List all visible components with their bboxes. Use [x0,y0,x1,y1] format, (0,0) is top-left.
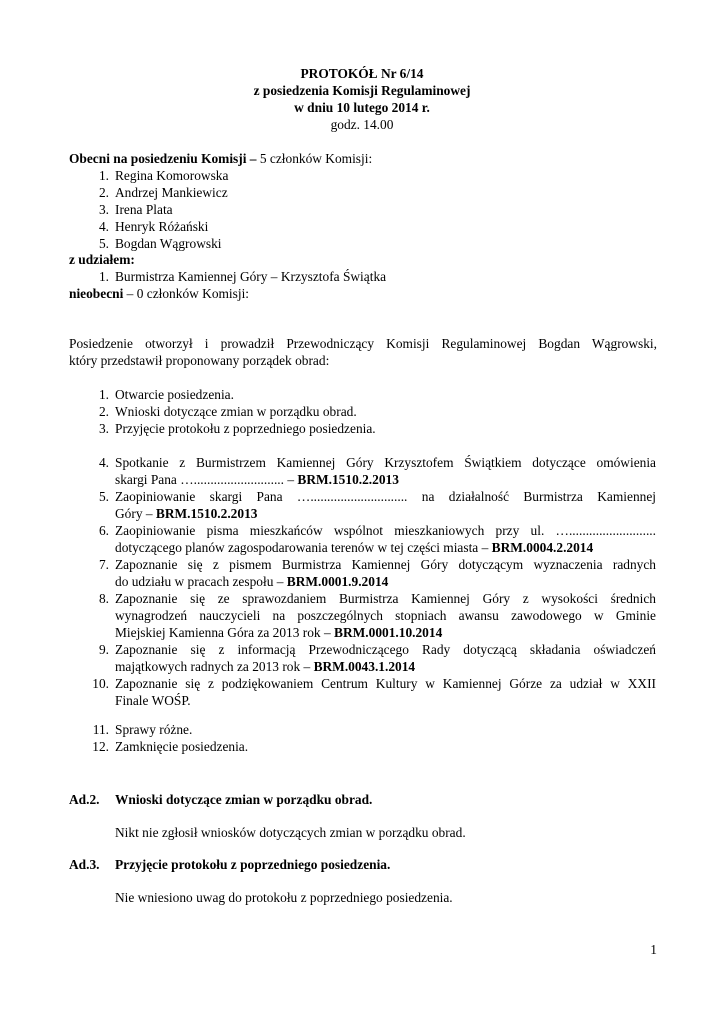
agenda-number: 5. [98,489,109,504]
case-reference: BRM.0004.2.2014 [491,540,594,555]
member-name: Henryk Różański [115,219,209,234]
page-number: 1 [650,942,657,957]
agenda-line [115,659,656,676]
meeting-time: godz. 14.00 [330,117,394,132]
agenda-line: Finale WOŚP. [115,693,191,708]
member-number: 1. [98,168,109,183]
agenda-line: Zaopiniowanie pisma mieszkańców wspólnot mieszkaniowych przy ul. ….......................... [115,523,656,538]
agenda-text: majątkowych radnych za 2013 rok – [115,659,314,674]
agenda-text: dotyczącego planów zagospodarowania terenów w tej części miasta – [115,540,492,555]
case-reference: BRM.0001.9.2014 [286,574,389,589]
agenda-line: Spotkanie z Burmistrzem Kamiennej Góry Krzysztofem Świątkiem dotyczące omówienia [115,455,656,470]
document-title: PROTOKÓŁ Nr 6/14 [300,66,424,81]
agenda-line: Zaopiniowanie skargi Pana …............................. na działalność Burmistrza Kamiennej [115,489,656,504]
member-number: 5. [98,236,109,251]
agenda-line [115,574,656,591]
absent-label: nieobecni [69,286,124,301]
section-label: Ad.3. [69,857,100,872]
agenda-number: 6. [98,523,109,538]
guest-number: 1. [98,269,109,284]
meeting-date: w dniu 10 lutego 2014 r. [294,100,430,115]
agenda-line: Zapoznanie się z podziękowaniem Centrum Kultury w Kamiennej Górze za udział w XXII [115,676,656,691]
section-heading: Przyjęcie protokołu z poprzedniego posiedzenia. [115,857,391,872]
member-number: 3. [98,202,109,217]
agenda-line: Zapoznanie się ze sprawozdaniem Burmistrza Kamiennej Góry z wysokości średnich [115,591,656,606]
case-reference: BRM.0001.10.2014 [334,625,443,640]
agenda-text: Otwarcie posiedzenia. [115,387,234,402]
present-line [69,151,372,168]
agenda-line: Zapoznanie się z pismem Burmistrza Kamiennej Góry dotyczącym wyznaczenia radnych [115,557,656,572]
agenda-text: Zamknięcie posiedzenia. [115,739,249,754]
agenda-line [115,540,656,557]
agenda-line: wynagrodzeń nauczycieli na poszczególnych stopniach awansu zawodowego w Gminie [115,608,656,623]
agenda-number: 7. [98,557,109,572]
agenda-number: 1. [98,387,109,402]
agenda-number: 8. [98,591,109,606]
present-label: Obecni na posiedzeniu Komisji – [69,151,257,166]
agenda-number: 4. [98,455,109,470]
case-reference: BRM.0043.1.2014 [313,659,416,674]
section-body: Nie wniesiono uwag do protokołu z poprzedniego posiedzenia. [115,890,453,905]
agenda-line [115,506,656,523]
member-name: Andrzej Mankiewicz [115,185,228,200]
absent-line [69,286,249,303]
guest-name: Burmistrza Kamiennej Góry – Krzysztofa Świątka [115,269,387,284]
section-heading: Wnioski dotyczące zmian w porządku obrad. [115,792,373,807]
agenda-text: Góry – [115,506,156,521]
member-number: 4. [98,219,109,234]
intro-line-1: Posiedzenie otworzył i prowadził Przewodniczący Komisji Regulaminowej Bogdan Wągrowski, [69,336,657,351]
absent-text: – 0 członków Komisji: [123,286,250,301]
agenda-text: Przyjęcie protokołu z poprzedniego posiedzenia. [115,421,376,436]
agenda-line [115,472,656,489]
agenda-text: Miejskiej Kamienna Góra za 2013 rok – [115,625,335,640]
section-body: Nikt nie zgłosił wniosków dotyczących zmian w porządku obrad. [115,825,466,840]
agenda-number: 3. [98,421,109,436]
member-name: Irena Plata [115,202,173,217]
agenda-number: 11. [92,722,109,737]
agenda-text: Sprawy różne. [115,722,193,737]
member-number: 2. [98,185,109,200]
agenda-number: 10. [92,676,109,691]
agenda-text: do udziału w pracach zespołu – [115,574,287,589]
intro-line-2: który przedstawił proponowany porządek obrad: [69,353,330,368]
document-subtitle: z posiedzenia Komisji Regulaminowej [253,83,471,98]
agenda-line: Zapoznanie się z informacją Przewodniczącego Rady dotyczącą składania oświadczeń [115,642,656,657]
section-label: Ad.2. [69,792,100,807]
member-name: Regina Komorowska [115,168,229,183]
agenda-text: Wnioski dotyczące zmian w porządku obrad. [115,404,357,419]
case-reference: BRM.1510.2.2013 [297,472,399,487]
agenda-number: 12. [92,739,109,754]
present-count: 5 członków Komisji: [256,151,373,166]
agenda-line [115,625,656,642]
agenda-text: skargi Pana …........................... – [115,472,298,487]
agenda-number: 2. [98,404,109,419]
agenda-number: 9. [98,642,109,657]
case-reference: BRM.1510.2.2013 [155,506,258,521]
participation-label: z udziałem: [69,252,135,267]
member-name: Bogdan Wągrowski [115,236,222,251]
